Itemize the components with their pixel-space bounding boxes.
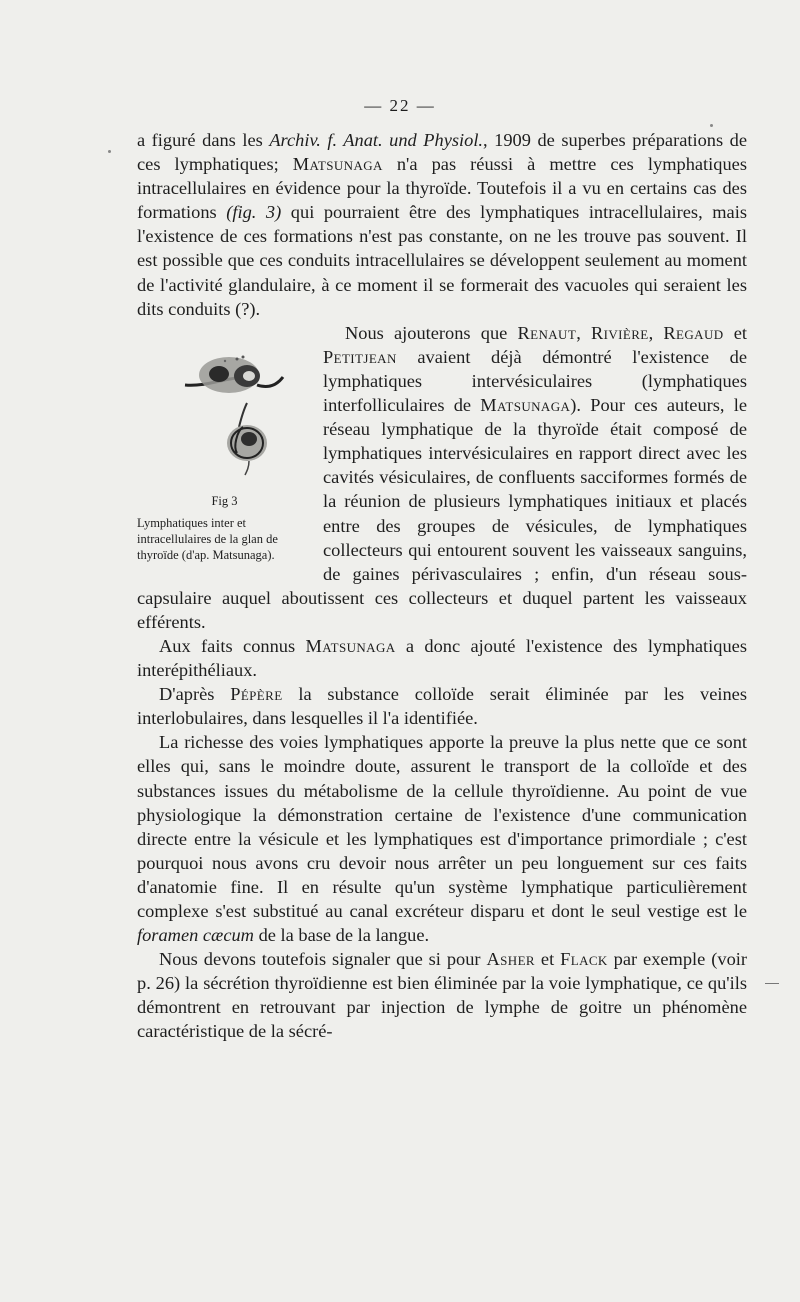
author-name: Regaud: [663, 322, 724, 343]
journal-title: Archiv. f. Anat. und Physiol.: [269, 130, 484, 150]
figure-caption-text: Lymphatiques inter et intracellulaires de la glan de thyroïde (d'ap. Matsunaga).: [137, 515, 278, 562]
author-name: Flack: [560, 949, 608, 970]
paragraph-4: D'après Pépère la substance colloïde serait éliminée par les veines interlobulaires, dans lesquelles il l'a identifiée.: [137, 684, 747, 729]
paragraph-5: La richesse des voies lymphatiques apporte la preuve la plus nette que ce sont elles qui, sans le moindre doute, assurent le transport de la colloïde et des substances issues du métabolisme de la cellule thyroïdienne. Au point de vue physiologique la démonstration certaine de l'existence d'une communication directe entre la vésicule et les lymphatiques est d'importance primordiale ; c'est pourquoi nous avons cru devoir nous arrêter un peu longuement sur ces faits d'anatomie fine. Il en résulte qu'un système lymphatique particulièrement complexe s'est substitué au canal excréteur disparu et dont le seul vestige est le foramen cæcum de la base de la langue.: [137, 732, 747, 946]
page-number: — 22 —: [364, 96, 436, 115]
paragraph-6: Nous devons toutefois signaler que si pour Asher et Flack par exemple (voir p. 26) la sécrétion thyroïdienne est bien éliminée par la voie lymphatique, ce qu'ils démontrent en retrouvant par injection de lymphe de goitre un phénomène caractéristique de la sécré-: [137, 949, 747, 1042]
lymphatics-illustration: [177, 327, 317, 477]
upper-cell-group: [185, 355, 283, 393]
margin-mark: [765, 983, 779, 984]
figure-reference: (fig. 3): [226, 202, 282, 223]
author-name: Matsunaga: [305, 635, 396, 656]
latin-term: foramen cæcum: [137, 925, 254, 946]
margin-speck: [710, 124, 713, 127]
paragraph-3: Aux faits connus Matsunaga a donc ajouté l'existence des lymphatiques interépithéliaux.: [137, 635, 747, 681]
margin-speck: [108, 150, 111, 153]
lower-cell-group: [227, 403, 267, 475]
author-name: Matsunaga: [292, 154, 383, 175]
author-name: Petitjean: [323, 346, 397, 367]
paragraph-1: a figuré dans les Archiv. f. Anat. und Physiol., 1909 de superbes préparations de ces lymphatiques; Matsunaga n'a pas réussi à mettre ces lymphatiques intracellulaires en évidence pour la thyroïde. Toutefois il a vu en certains cas des formations (fig. 3) qui pourraient être des lymphatiques intracellulaires, mais l'existence de ces formations n'est pas constante, on ne les trouve pas souvent. Il est possible que ces conduits intracellulaires se développent seulement au moment de l'activité glandulaire, à ce moment il se formerait des vacuoles qui seraient les dits conduits (?).: [137, 130, 748, 319]
figure-caption: [137, 493, 312, 563]
figure-3: [137, 323, 317, 581]
paragraph-2: Nous ajouterons que Renaut, Rivière, Regaud et Petitjean avaient déjà démontré l'existence de lymphatiques intervésiculaires (lymphatiques interfolliculaires de Matsunaga). Pour ces auteurs, le réseau lymphatique de la thyroïde était composé de lymphatiques intervésiculaires en rapport direct avec les cavités vésiculaires, de confluents sacciformes formés de la réunion de plusieurs lymphatiques initiaux et placés entre des groupes de vésicules, de lymphatiques collecteurs qui entourent souvent les vaisseaux sanguins, de gaines périvasculaires ; enfin, d'un réseau sous-capsulaire auquel aboutissent ces collecteurs et duquel partent les vaisseaux efférents.: [137, 322, 747, 632]
author-name: Renaut: [517, 322, 577, 343]
body-text: [137, 128, 747, 1044]
author-name: Asher: [486, 949, 535, 970]
author-name: Rivière: [590, 322, 649, 343]
author-name: Pépère: [230, 684, 283, 705]
figure-label: Fig 3: [211, 493, 238, 508]
author-name: Matsunaga: [480, 395, 571, 416]
